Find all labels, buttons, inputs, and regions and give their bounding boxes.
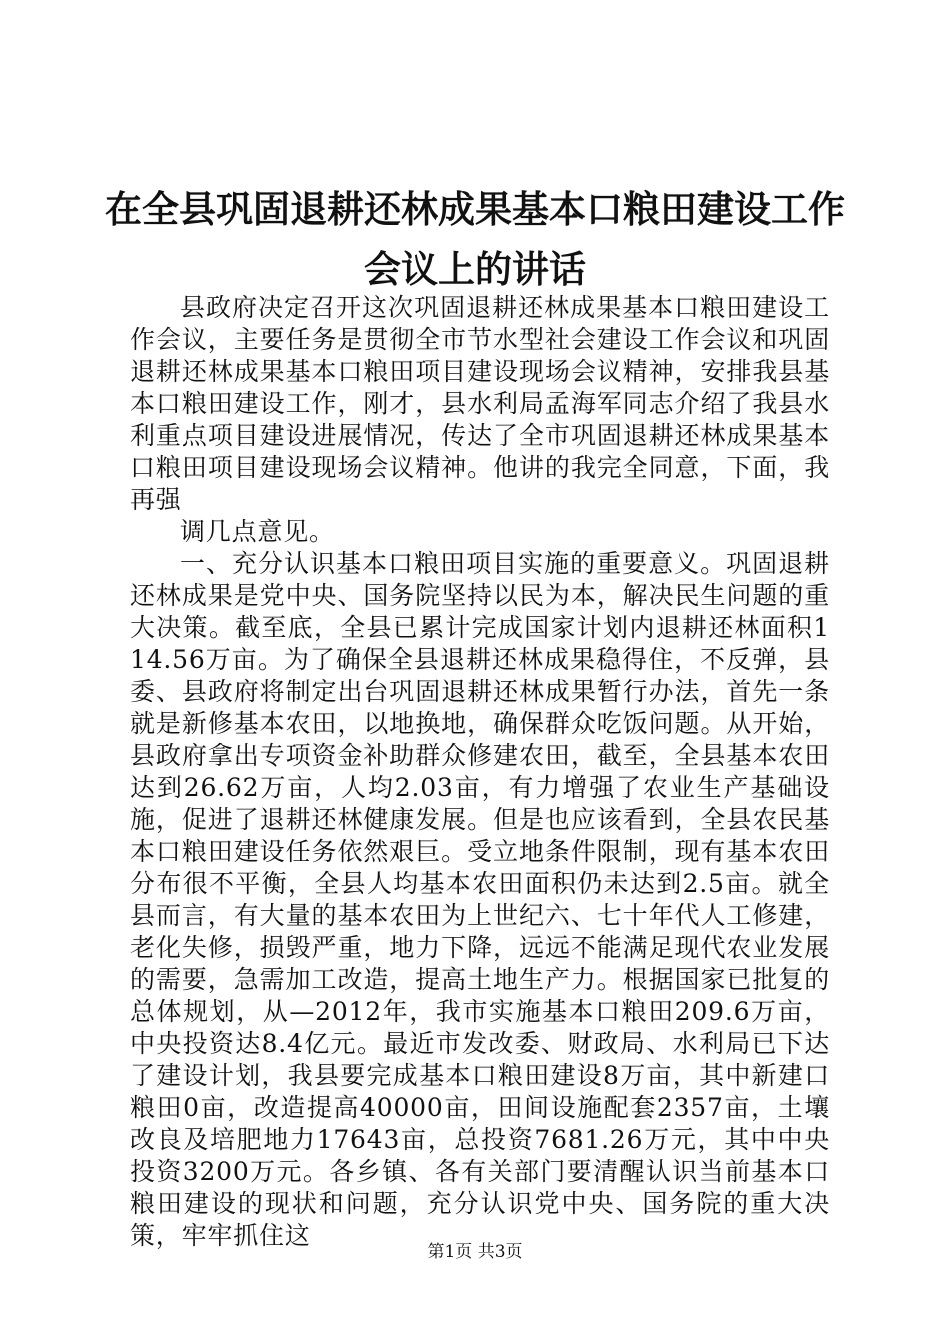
body-paragraph-3: 一、充分认识基本口粮田项目实施的重要意义。巩固退耕还林成果是党中央、国务院坚持以民为本，解决民生问题的重大决策。截至底，全县已累计完成国家计划内退耕还林面积114.56万亩。为了确保全县退耕还林成果稳得住，不反弹，县委、县政府将制定出台巩固退耕还林成果暂行办法，首先一条就是新修基本农田，以地换地，确保群众吃饭问题。从开始，县政府拿出专项资金补助群众修建农田，截至，全县基本农田达到26.62万亩，人均2.03亩，有力增强了农业生产基础设施，促进了退耕还林健康发展。但是也应该看到，全县农民基本口粮田建设任务依然艰巨。受立地条件限制，现有基本农田分布很不平衡，全县人均基本农田面积仍未达到2.5亩。就全县而言，有大量的基本农田为上世纪六、七十年代人工修建，老化失修，损毁严重，地力下降，远远不能满足现代农业发展的需要，急需加工改造，提高土地生产力。根据国家已批复的总体规划，从—2012年，我市实施基本口粮田209.6万亩，中央投资达8.4亿元。最近市发改委、财政局、水利局已下达了建设计划，我县要完成基本口粮田建设8万亩，其中新建口粮田0亩，改造提高40000亩，田间设施配套2357亩，土壤改良及培肥地力17643亩，总投资7681.26万元，其中中央投资3200万元。各乡镇、各有关部门要清醒认识当前基本口粮田建设的现状和问题，充分认识党中央、国务院的重大决策，牢牢抓住这: [130, 549, 830, 1250]
document-title-line-1: 在全县巩固退耕还林成果基本口粮田建设工作: [105, 188, 845, 231]
document-title-line-2: 会议上的讲话: [364, 248, 586, 291]
document-body: [130, 292, 830, 1252]
body-paragraph-2: 调几点意见。: [180, 517, 335, 546]
body-paragraph-1: 县政府决定召开这次巩固退耕还林成果基本口粮田建设工作会议，主要任务是贯彻全市节水型社会建设工作会议和巩固退耕还林成果基本口粮田项目建设现场会议精神，安排我县基本口粮田建设工作，刚才，县水利局孟海军同志介绍了我县水利重点项目建设进展情况，传达了全市巩固退耕还林成果基本口粮田项目建设现场会议精神。他讲的我完全同意，下面，我再强: [130, 293, 830, 514]
page-footer: 第1页 共3页: [427, 1242, 523, 1262]
